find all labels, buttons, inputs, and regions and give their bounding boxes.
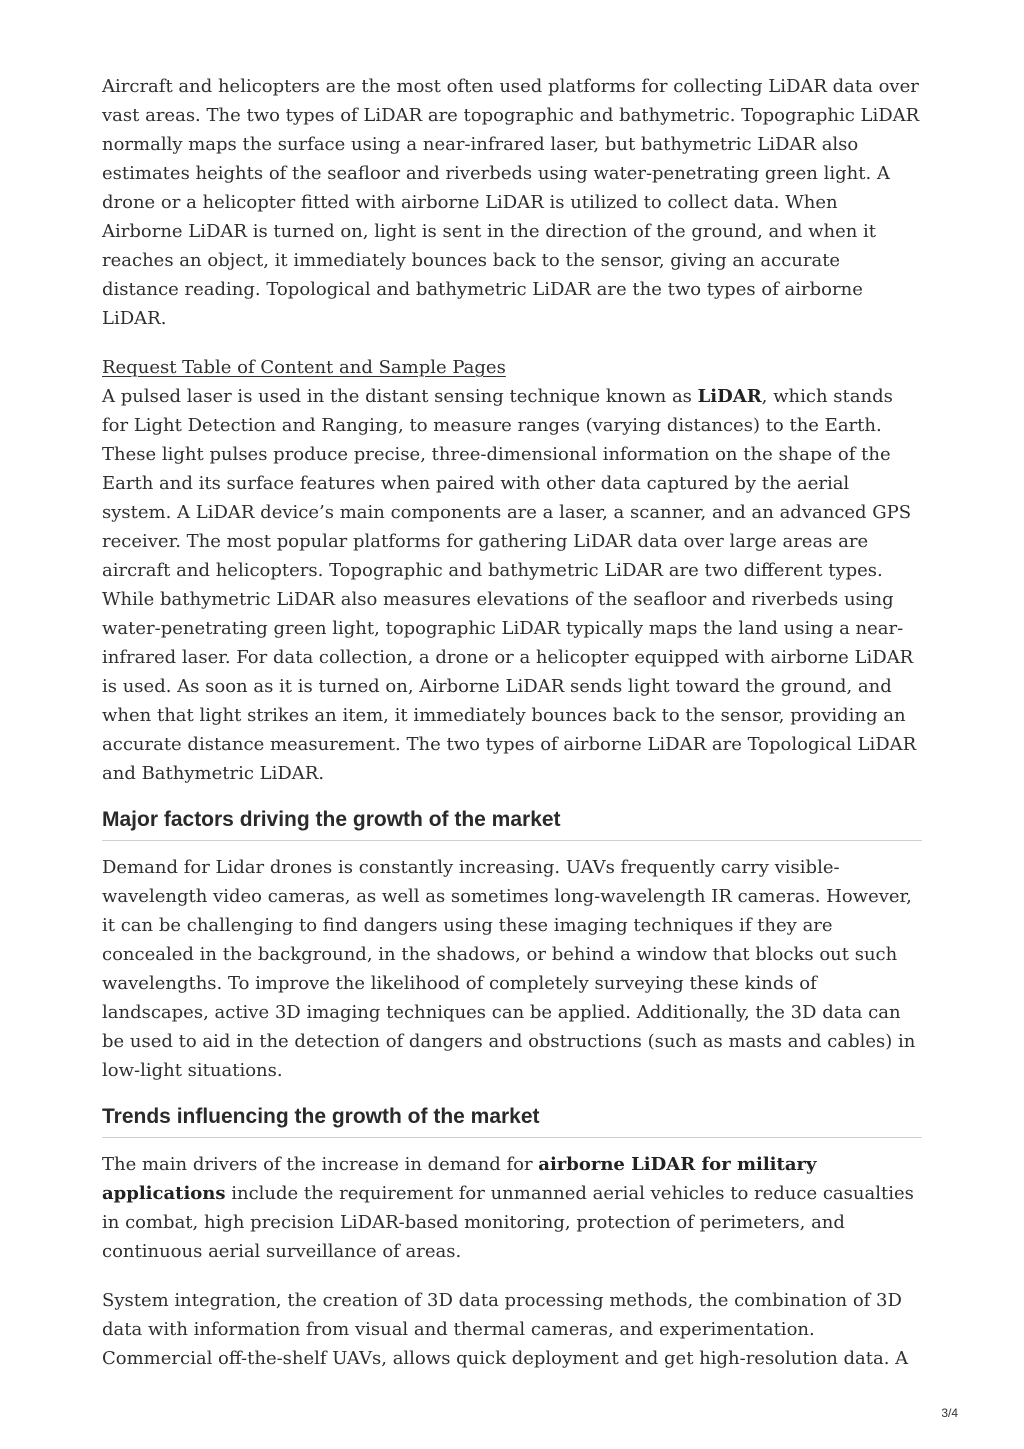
trends-paragraph-2: System integration, the creation of 3D data processing methods, the combination of 3D data with information from visual and thermal cameras, and experimentation. Commercial off-the-shelf UAVs, allows quick deployment and get high-resolution data. A — [102, 1290, 909, 1369]
lidar-term: LiDAR — [697, 386, 762, 407]
intro-paragraph: Aircraft and helicopters are the most often used platforms for collecting LiDAR data over vast areas. The two types of LiDAR are topographic and bathymetric. Topographic LiDAR normally maps the surface using a near-infrared laser, but bathymetric LiDAR also estimates heights of the seafloor and riverbeds using water-penetrating green light. A drone or a helicopter fitted with airborne LiDAR is utilized to collect data. When Airborne LiDAR is turned on, light is sent in the direction of the ground, and when it reaches an object, it immediately bounces back to the sensor, giving an accurate distance reading. Topological and bathymetric LiDAR are the two types of airborne LiDAR. — [102, 76, 920, 329]
trends-paragraph-start: The main drivers of the increase in demand for — [102, 1154, 539, 1175]
drivers-heading: Major factors driving the growth of the market — [102, 808, 922, 841]
lidar-paragraph-rest: , which stands for Light Detection and Ranging, to measure ranges (varying distances) to the Earth. These light pulses produce precise, three-dimensional information on the shape of the Earth and its surface features when paired with other data captured by the aerial system. A LiDAR device’s main components are a laser, a scanner, and an advanced GPS receiver. The most popular platforms for gathering LiDAR data over large areas are aircraft and helicopters. Topographic and bathymetric LiDAR are two different types. While bathymetric LiDAR also measures elevations of the seafloor and riverbeds using water-penetrating green light, topographic LiDAR typically maps the land using a near-infrared laser. For data collection, a drone or a helicopter equipped with airborne LiDAR is used. As soon as it is turned on, Airborne LiDAR sends light toward the ground, and when that light strikes an item, it immediately bounces back to the sensor, providing an accurate distance measurement. The two types of airborne LiDAR are Topological LiDAR and Bathymetric LiDAR. — [102, 386, 917, 784]
article-body — [102, 72, 922, 1393]
lidar-definition-paragraph — [102, 382, 922, 788]
trends-heading: Trends influencing the growth of the market — [102, 1105, 922, 1138]
page-number: 3/4 — [941, 1406, 958, 1420]
trends-paragraph-rest: include the requirement for unmanned aerial vehicles to reduce casualties in combat, high precision LiDAR-based monitoring, protection of perimeters, and continuous aerial surveillance of areas. — [102, 1183, 914, 1262]
lidar-paragraph-start: A pulsed laser is used in the distant sensing technique known as — [102, 386, 698, 407]
drivers-paragraph: Demand for Lidar drones is constantly increasing. UAVs frequently carry visible-wavelength video cameras, as well as sometimes long-wavelength IR cameras. However, it can be challenging to find dangers using these imaging techniques if they are concealed in the background, in the shadows, or behind a window that blocks out such wavelengths. To improve the likelihood of completely surveying these kinds of landscapes, active 3D imaging techniques can be applied. Additionally, the 3D data can be used to aid in the detection of dangers and obstructions (such as masts and cables) in low-light situations. — [102, 857, 916, 1081]
request-toc-link[interactable]: Request Table of Content and Sample Pages — [102, 357, 506, 378]
military-applications-term: airborne LiDAR for military applications — [102, 1154, 817, 1204]
request-link-line — [102, 353, 922, 382]
trends-paragraph-1 — [102, 1150, 922, 1266]
